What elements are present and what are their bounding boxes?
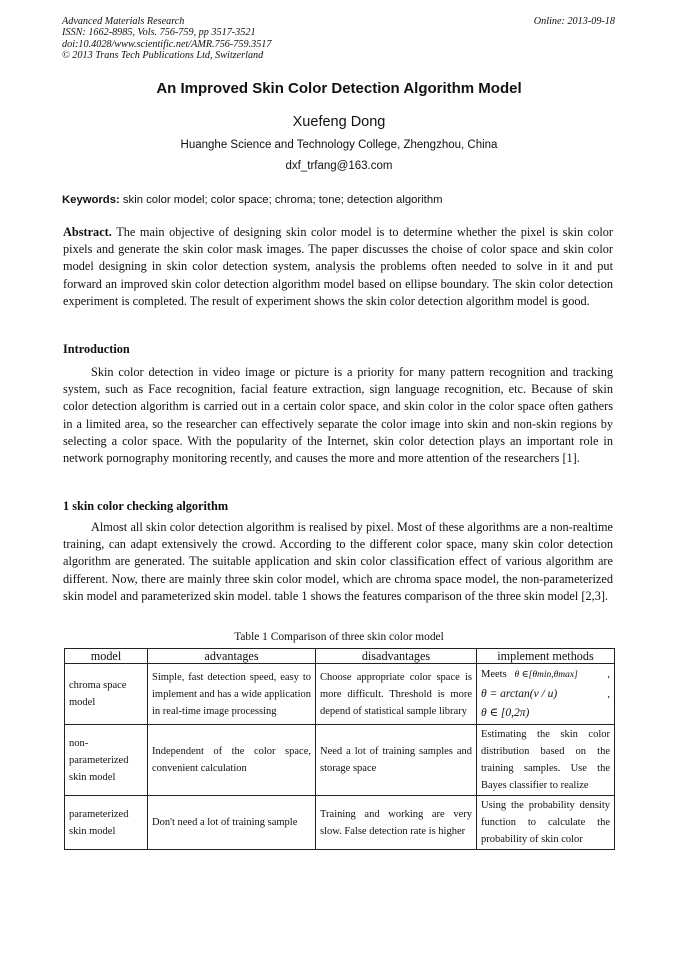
- formula-theta-range: θ ∈[θmin,θmax]: [514, 670, 578, 680]
- method-prefix: Meets: [481, 669, 507, 680]
- section1-heading: 1 skin color checking algorithm: [63, 499, 229, 513]
- table-header: model: [65, 649, 148, 664]
- introduction-heading: Introduction: [63, 342, 130, 356]
- doi-line: doi:10.4028/www.scientific.net/AMR.756-759.3517: [62, 38, 272, 50]
- keywords-text: skin color model; color space; chroma; tone; detection algorithm: [122, 194, 443, 206]
- journal-header: [62, 16, 271, 62]
- table-header: disadvantages: [316, 649, 477, 664]
- table-cell: parameterized skin model: [65, 796, 148, 850]
- copyright-line: © 2013 Trans Tech Publications Ltd, Switzerland: [62, 50, 264, 62]
- table-row: [65, 664, 615, 725]
- table-cell: Need a lot of training samples and storage space: [316, 725, 477, 796]
- table-header-row: [65, 649, 615, 664]
- abstract-text: The main objective of designing skin color model is to determine whether the pixel is skin color pixels and generate the skin color mask images. The paper discusses the choise of color space and skin color model designing in skin color detection system, analysis the problems often needed to solve in it and put forward an improved skin color detection algorithm model based on ellipse boundary. The skin color detection experiment is completed. The result of experiment shows the skin color detection algorithm model is good.: [63, 225, 614, 308]
- paper-author: Xuefeng Dong: [292, 114, 386, 130]
- table-header: advantages: [148, 649, 316, 664]
- table-cell: non-parameterized skin model: [65, 725, 148, 796]
- abstract: [63, 224, 613, 310]
- table-cell: Don't need a lot of training sample: [148, 796, 316, 850]
- table-caption: Table 1 Comparison of three skin color model: [234, 631, 444, 643]
- abstract-label: Abstract.: [63, 225, 112, 239]
- table-cell: Estimating the skin color distribution based on the training samples. Use the Bayes classifier to realize: [477, 725, 615, 796]
- table-cell: Simple, fast detection speed, easy to implement and has a wide application in real-time image processing: [148, 664, 316, 725]
- table-cell: Using the probability density function to calculate the probability of skin color: [477, 796, 615, 850]
- paper-title: An Improved Skin Color Detection Algorithm Model: [156, 80, 522, 97]
- formula-comma: ,: [607, 689, 610, 700]
- table-row: [65, 796, 615, 850]
- formula-arctan: θ = arctan(v / u): [481, 688, 558, 700]
- table-row: [65, 725, 615, 796]
- table-cell: Choose appropriate color space is more difficult. Threshold is more depend of statistical sample library: [316, 664, 477, 725]
- formula-comma: ,: [607, 669, 610, 680]
- table-cell: [477, 664, 615, 725]
- section1-text: Almost all skin color detection algorithm is realised by pixel. Most of these algorithms are a non-realtime training, can adapt extensively the crowd. According to the different color space, many skin color detection algorithm are generated. The suitable application and skin color classification effect of various algorithm are different. Now, there are mainly three skin color model, which are chroma space model, the non-parameterized skin model and parameterized skin model. table 1 shows the features comparison of the three skin model [2,3].: [63, 520, 613, 603]
- author-email: dxf_trfang@163.com: [285, 160, 393, 172]
- author-affiliation: Huanghe Science and Technology College, Zhengzhou, China: [180, 139, 498, 151]
- introduction-text: Skin color detection in video image or picture is a priority for many pattern recognition and tracking system, such as Face recognition, facial feature extraction, sign language recognition, etc. Because of skin color detection algorithm is carried out in a certain color space, and skin color in the color space often gathers in a limited area, so the researcher can effectively separate the color image into skin and non-skin regions by selecting a color space. With the popularity of the Internet, skin color detection plays an important role in network pornography monitoring recently, and causes the more and more attention of the researchers [1].: [63, 365, 613, 466]
- keywords: [62, 194, 443, 206]
- keywords-label: Keywords:: [62, 194, 120, 206]
- comparison-table: [64, 648, 615, 850]
- formula-theta-interval: θ ∈ [0,2π): [481, 707, 530, 719]
- table-header: implement methods: [477, 649, 615, 664]
- issn-line: ISSN: 1662-8985, Vols. 756-759, pp 3517-3521: [62, 27, 256, 39]
- table-cell: chroma space model: [65, 664, 148, 725]
- online-date: Online: 2013-09-18: [533, 16, 615, 27]
- table-cell: Training and working are very slow. False detection rate is higher: [316, 796, 477, 850]
- table-cell: Independent of the color space, convenient calculation: [148, 725, 316, 796]
- journal-name: Advanced Materials Research: [62, 16, 185, 27]
